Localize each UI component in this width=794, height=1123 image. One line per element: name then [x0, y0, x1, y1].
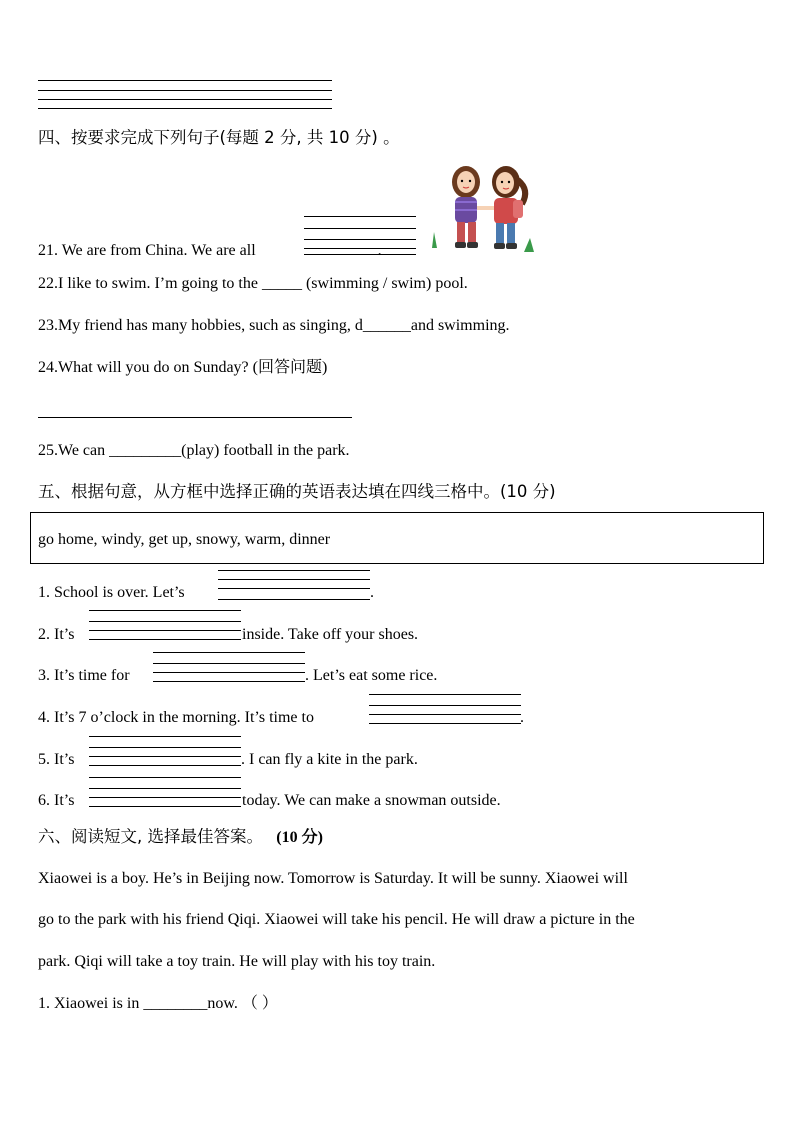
- section5-item-3: [38, 666, 130, 686]
- section5-item-3-writing-grid[interactable]: [153, 652, 305, 683]
- two-girls-illustration: [426, 160, 544, 260]
- section5-item-2: [38, 625, 74, 645]
- word-box: [30, 512, 764, 564]
- section5-item-1-pre: 1. School is over. Let’s: [38, 584, 185, 601]
- section5-item-6-pre: 6. It’s: [38, 792, 75, 809]
- section5-item-5: [38, 750, 74, 770]
- section5-item-5-writing-grid[interactable]: [89, 736, 241, 767]
- section6-title: [38, 826, 323, 849]
- question-25: 25.We can _________(play) football in the park.: [38, 442, 350, 459]
- top-writing-grid[interactable]: [38, 80, 332, 110]
- section5-item-6-post: today. We can make a snowman outside.: [242, 792, 501, 809]
- reading-line-3: park. Qiqi will take a toy train. He will play with his toy train.: [38, 953, 436, 970]
- question-21-writing-grid[interactable]: [304, 216, 416, 255]
- reading-question-1: 1. Xiaowei is in ________now. （ ）: [38, 995, 278, 1012]
- section6-score: (10 分): [276, 829, 323, 846]
- question-21-end: .: [377, 242, 382, 259]
- section5-item-4-writing-grid[interactable]: [369, 694, 521, 725]
- reading-line-2: go to the park with his friend Qiqi. Xiaowei will take his pencil. He will draw a picture in the: [38, 911, 635, 928]
- question-24-answer-line[interactable]: [38, 417, 352, 418]
- section5-item-3-post: . Let’s eat some rice.: [305, 667, 438, 684]
- section5-item-1: [38, 583, 185, 603]
- question-24: 24.What will you do on Sunday? (回答问题): [38, 359, 328, 376]
- question-21-text: 21. We are from China. We are all: [38, 242, 256, 259]
- question-23: 23.My friend has many hobbies, such as singing, d______and swimming.: [38, 317, 510, 334]
- section5-item-2-writing-grid[interactable]: [89, 610, 241, 641]
- section5-item-6-writing-grid[interactable]: [89, 777, 241, 808]
- section5-title: 五、根据句意，从方框中选择正确的英语表达填在四线三格中。(10 分): [38, 482, 556, 501]
- section5-item-1-writing-grid[interactable]: [218, 570, 370, 601]
- section5-item-2-post: inside. Take off your shoes.: [242, 626, 419, 643]
- section5-item-1-post: .: [370, 584, 374, 601]
- section5-item-5-pre: 5. It’s: [38, 751, 75, 768]
- section4-title: 四、按要求完成下列句子(每题 2 分, 共 10 分) 。: [38, 128, 400, 147]
- section5-item-3-pre: 3. It’s time for: [38, 667, 130, 684]
- section5-item-2-pre: 2. It’s: [38, 626, 75, 643]
- section5-item-4: [38, 708, 314, 728]
- section5-item-4-post: .: [520, 709, 524, 726]
- reading-line-1: Xiaowei is a boy. He’s in Beijing now. Tomorrow is Saturday. It will be sunny. Xiaowei will: [38, 870, 628, 887]
- question-22: 22.I like to swim. I’m going to the _____ (swimming / swim) pool.: [38, 275, 468, 292]
- section5-item-5-post: . I can fly a kite in the park.: [241, 751, 418, 768]
- word-box-text: go home, windy, get up, snowy, warm, dinner: [38, 531, 331, 548]
- section6-title-text: 六、阅读短文, 选择最佳答案。: [38, 827, 263, 846]
- section5-item-6: [38, 791, 74, 811]
- section5-item-4-pre: 4. It’s 7 o’clock in the morning. It’s time to: [38, 709, 314, 726]
